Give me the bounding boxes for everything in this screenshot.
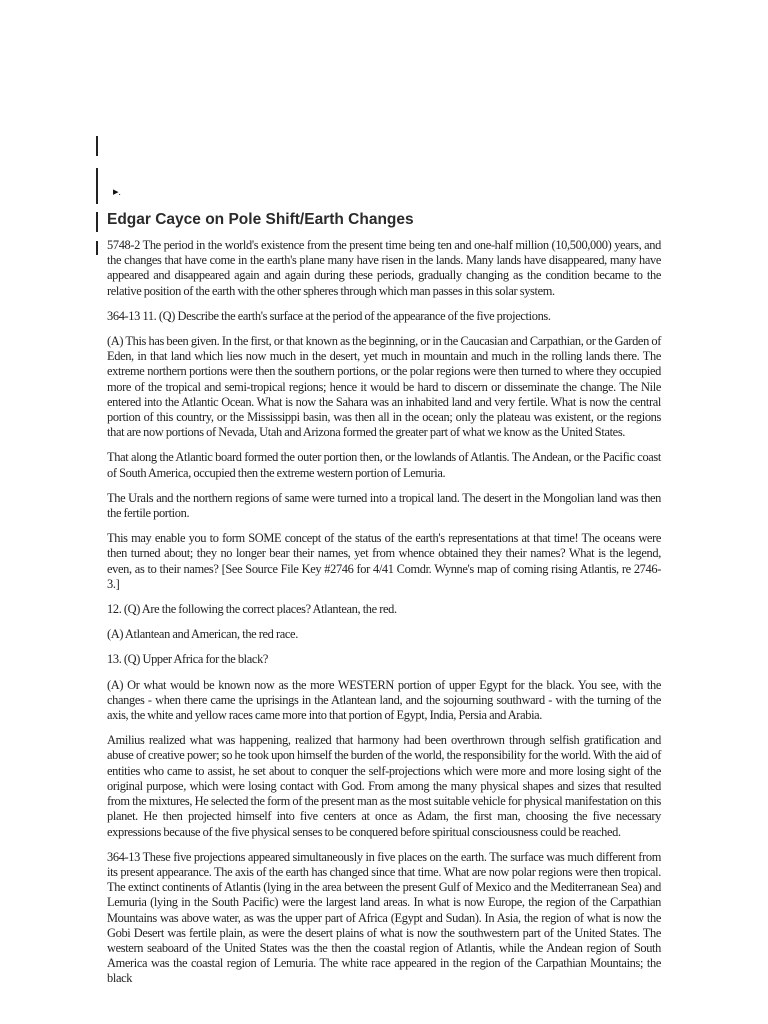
change-bar	[96, 168, 98, 204]
paragraph: The Urals and the northern regions of same were turned into a tropical land. The desert in the Mongolian land was then the fertile portion.	[107, 490, 661, 521]
change-bar	[96, 136, 98, 156]
paragraph: (A) Or what would be known now as the more WESTERN portion of upper Egypt for the black. You see, with the changes - when there came the uprisings in the Atlantean land, and the sojourning southward - with the turning of the axis, the white and yellow races came more into that portion of Egypt, India, Persia and Arabia.	[107, 677, 661, 723]
paragraph: This may enable you to form SOME concept of the status of the earth's representations at that time! The oceans were then turned about; they no longer bear their names, yet from whence obtained they their names? What is the legend, even, as to their names? [See Source File Key #2746 for 4/41 Comdr. Wynne's map of coming rising Atlantis, re 2746-3.]	[107, 531, 661, 591]
change-bar	[96, 212, 98, 232]
paragraph: Amilius realized what was happening, realized that harmony had been overthrown through selfish gratification and abuse of creative power; so he took upon himself the burden of the world, the responsibility for the world. With the aid of entities who came to assist, he set about to conquer the self-projections which were more and more losing sight of the original purpose, which were losing contact with God. From among the many physical shapes and sizes that resulted from the mixtures, He selected the form of the present man as the most suitable vehicle for physical manifestation on this planet. He then projected himself into five centers at once as Adam, the first man, choosing the five necessary expressions because of the five physical senses to be conquered before spiritual consciousness could be reached.	[107, 733, 661, 839]
document-body	[107, 238, 661, 997]
paragraph: (A) Atlantean and American, the red race.	[107, 627, 298, 642]
paragraph: That along the Atlantic board formed the outer portion then, or the lowlands of Atlantis. The Andean, or the Pacific coast of South America, occupied then the extreme western portion of Lemuria.	[107, 450, 661, 480]
change-bar	[96, 241, 98, 255]
paragraph: 13. (Q) Upper Africa for the black?	[107, 652, 269, 667]
paragraph: 5748-2 The period in the world's existence from the present time being ten and one-half million (10,500,000) years, and the changes that have come in the earth's plane many have risen in the lands. Many lands have disappeared, many have appeared and disappeared again and again during these periods, gradually changing as the condition became to the relative position of the earth with the other spheres through which man passes in this solar system.	[107, 238, 661, 298]
page-title: Edgar Cayce on Pole Shift/Earth Changes	[107, 211, 414, 228]
expand-arrow-glyph: ▸	[113, 186, 119, 198]
paragraph: (A) This has been given. In the first, or that known as the beginning, or in the Caucasian and Carpathian, or the Garden of Eden, in that land which lies now much in the desert, yet much in mountain and much in the rolling lands there. The extreme northern portions were then the southern portions, or the polar regions were then turned to where they occupied more of the tropical and semi-tropical regions; hence it would be hard to discern or disseminate the change. The Nile entered into the Atlantic Ocean. What is now the Sahara was an inhabited land and very fertile. What is now the central portion of this country, or the Mississippi basin, was then all in the ocean; only the plateau was existent, or the regions that are now portions of Nevada, Utah and Arizona formed the greater part of what we know as the United States.	[107, 334, 661, 440]
paragraph: 364-13 These five projections appeared simultaneously in five places on the earth. The surface was much different from its present appearance. The axis of the earth has changed since that time. What are now polar regions were then tropical. The extinct continents of Atlantis (lying in the area between the present Gulf of Mexico and the Mediterranean Sea) and Lemuria (lying in the South Pacific) were the largest land areas. In what is now Europe, the region of the Carpathian Mountains was above water, as was the upper part of Africa (Egypt and Sudan). In Asia, the region of what is now the Gobi Desert was fertile plain, as were the desert plains of what is now the southwestern part of the United States. The western seaboard of the United States was the then the coastal region of Atlantis, while the Andean region of South America was the coastal region of Lemuria. The white race appeared in the region of the Carpathian Mountains; the black	[107, 849, 661, 986]
paragraph: 12. (Q) Are the following the correct places? Atlantean, the red.	[107, 602, 397, 617]
paragraph: 364-13 11. (Q) Describe the earth's surface at the period of the appearance of the five projections.	[107, 308, 551, 323]
expand-arrow-icon[interactable]: ▸.	[113, 186, 121, 198]
